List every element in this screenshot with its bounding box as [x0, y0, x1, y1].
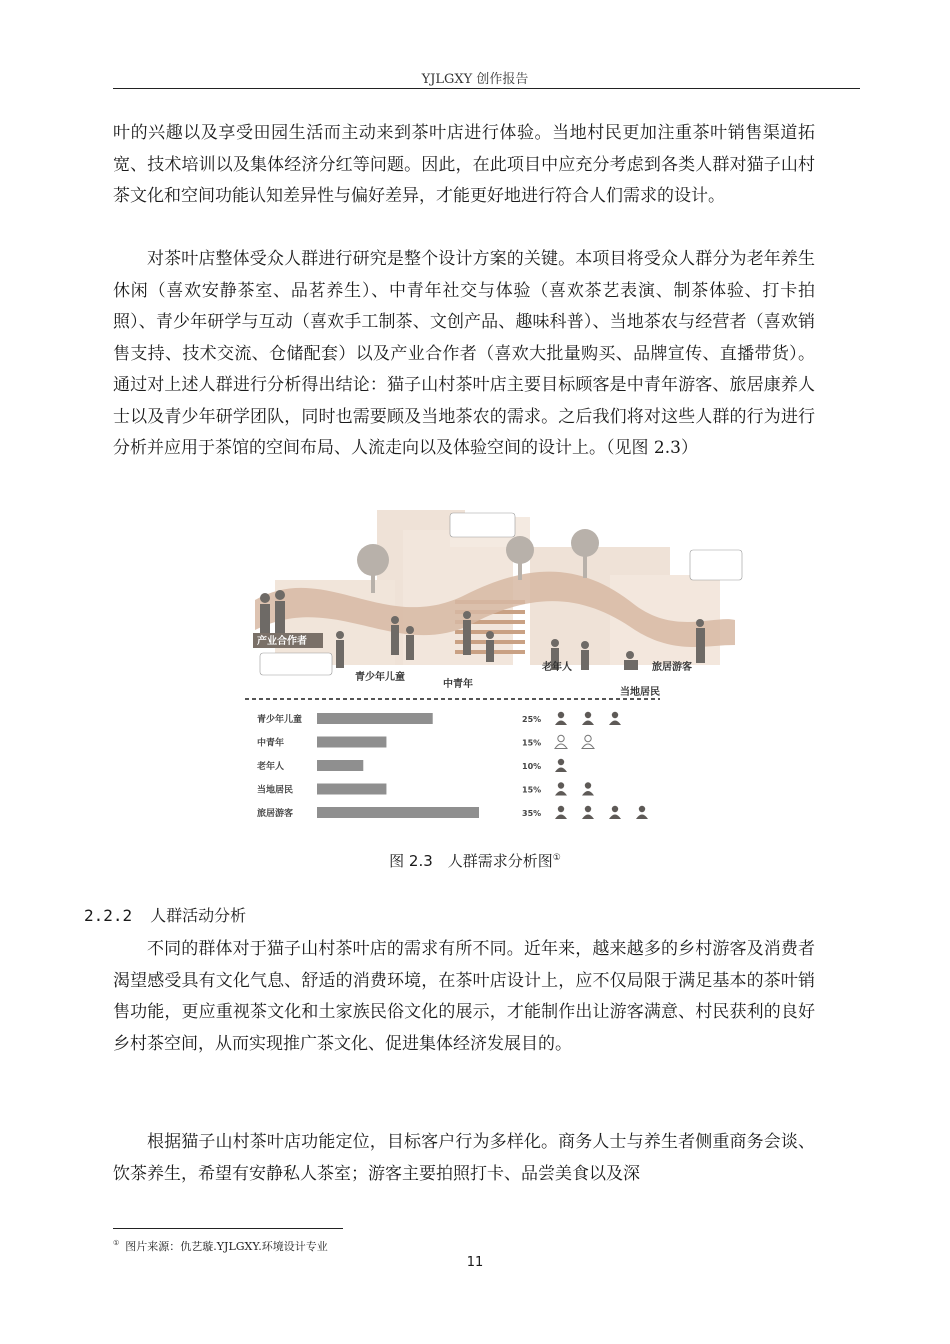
value-label: 35% [522, 809, 542, 818]
bar [317, 737, 386, 748]
value-label: 25% [522, 715, 542, 724]
page-number: 11 [466, 1255, 484, 1270]
bar [317, 784, 386, 795]
label-elderly: 老年人 [542, 662, 572, 673]
section-title: 人群活动分析 [150, 906, 247, 925]
label-industry: 产业合作者 [257, 636, 307, 647]
demand-bar-chart [256, 712, 648, 819]
paragraph-2: 对茶叶店整体受众人群进行研究是整个设计方案的关键。本项目将受众人群分为老年养生休闲（喜欢安静茶室、品茗养生）、中青年社交与体验（喜欢茶艺表演、制茶体验、打卡拍照）、青少年研学与互动（喜欢手工制茶、文创产品、趣味科普）、当地茶农与经营者（喜欢销售支持、技术交流、仓储配套）以及产业合作者（喜欢大批量购买、品牌宣传、直播带货）。通过对上述人群进行分析得出结论：猫子山村茶叶店主要目标顾客是中青年游客、旅居康养人士以及青少年研学团队，同时也需要顾及当地茶农的需求。之后我们将对这些人群的行为进行分析并应用于茶馆的空间布局、人流走向以及体验空间的设计上。（见图 2.3） [113, 249, 815, 458]
traveler-luggage-icon [582, 806, 594, 819]
paragraph-1: 叶的兴趣以及享受田园生活而主动来到茶叶店进行体验。当地村民更加注重茶叶销售渠道拓宽、技术培训以及集体经济分红等问题。因此，在此项目中应充分考虑到各类人群对猫子山村茶文化和空间功能认知差异性与偏好差异，才能更好地进行符合人们需求的设计。 [113, 123, 815, 206]
value-label: 15% [522, 738, 542, 748]
caption-text: 图 2.3 人群需求分析图 [389, 852, 553, 870]
bar [317, 760, 363, 771]
paragraph-4: 根据猫子山村茶叶店功能定位，目标客户行为多样化。商务人士与养生者侧重商务会谈、饮茶养生，希望有安静私人茶室；游客主要拍照打卡、品尝美食以及深 [113, 1132, 815, 1184]
cane-elder-icon [555, 759, 567, 772]
value-label: 15% [522, 785, 542, 795]
paragraph-3: 不同的群体对于猫子山村茶叶店的需求有所不同。近年来，越来越多的乡村游客及消费者渴望感受具有文化气息、舒适的消费环境，在茶叶店设计上，应不仅局限于满足基本的茶叶销售功能，更应重视茶文化和土家族民俗文化的展示，才能制作出让游客满意、村民获利的良好乡村茶空间，从而实现推广茶文化、促进集体经济发展目的。 [113, 939, 815, 1054]
reader-icon [582, 712, 594, 725]
category-label: 青少年儿童 [257, 715, 303, 725]
running-header: YJLGXY 创作报告 [421, 72, 529, 87]
reader-icon [609, 712, 621, 725]
footnote-text: 图片来源：仇艺璇.YJLGXY.环境设计专业 [125, 1240, 328, 1253]
category-label: 中青年 [257, 738, 285, 749]
label-middle: 中青年 [443, 679, 473, 690]
footnote-rule [113, 1228, 343, 1229]
footnote [113, 1238, 328, 1254]
category-label: 老年人 [257, 762, 285, 772]
label-youth: 青少年儿童 [355, 672, 405, 683]
traveler-luggage-icon [609, 806, 621, 819]
traveler-luggage-icon [636, 806, 648, 819]
label-tourist: 旅居游客 [652, 662, 692, 673]
traveler-luggage-icon [555, 806, 567, 819]
caption-footnote-mark: ① [552, 853, 561, 863]
figure-caption [0, 850, 950, 871]
label-resident: 当地居民 [620, 687, 660, 698]
value-label: 10% [522, 762, 542, 771]
footnote-mark: ① [113, 1239, 120, 1248]
category-label: 旅居游客 [257, 809, 294, 819]
crowd-illustration [245, 505, 745, 830]
header-rule [113, 88, 860, 89]
farmer-icon [555, 782, 567, 795]
person-outline-icon [582, 735, 594, 748]
category-label: 当地居民 [257, 785, 294, 796]
farmer-icon [582, 782, 594, 795]
speech-bubble [450, 513, 515, 537]
speech-bubble [690, 550, 742, 580]
bar [317, 713, 433, 724]
bar [317, 807, 479, 818]
section-number: 2.2.2 [84, 906, 133, 925]
crowd-analysis-figure [245, 505, 745, 830]
section-heading [84, 903, 246, 926]
reader-icon [555, 712, 567, 725]
person-outline-icon [555, 735, 567, 748]
speech-bubble [260, 653, 332, 675]
